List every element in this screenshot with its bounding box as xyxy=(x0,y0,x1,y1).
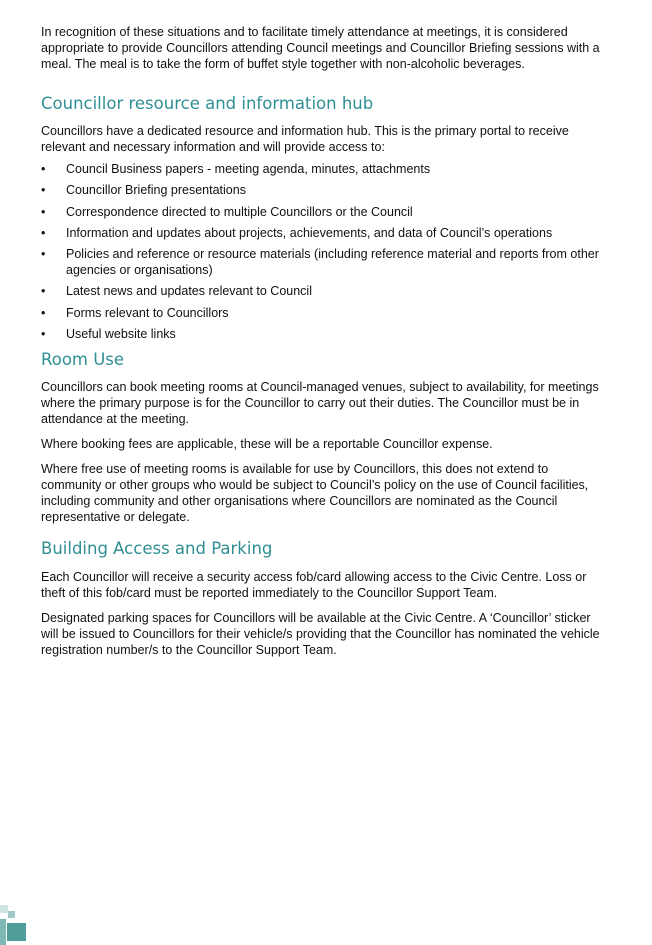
decor-square xyxy=(7,923,26,941)
list-item xyxy=(41,204,611,220)
room-paragraph: Where free use of meeting rooms is available for use by Councillors, this does not extend to community or other groups who would be subject to Council’s policy on the use of Council facilities, including community and other organisations where Councillors are nominated as the Council representative or delegate. xyxy=(41,462,589,525)
room-paragraph: Where booking fees are applicable, these will be a reportable Councillor expense. xyxy=(41,437,493,452)
document-page xyxy=(41,24,611,658)
list-item-text: Information and updates about projects, achievements, and data of Council’s operations xyxy=(66,225,553,240)
hub-intro-paragraph: Councillors have a dedicated resource and information hub. This is the primary portal to receive relevant and necessary information and will provide access to: xyxy=(41,124,569,154)
list-item xyxy=(41,161,611,177)
bullet-icon: • xyxy=(41,327,46,342)
list-item-text: Policies and reference or resource materials (including reference material and reports from other agencies or organisations) xyxy=(66,247,599,278)
decor-square xyxy=(8,911,15,918)
list-item-text: Council Business papers - meeting agenda, minutes, attachments xyxy=(66,162,431,176)
list-item-text: Councillor Briefing presentations xyxy=(66,183,246,198)
decor-square xyxy=(0,919,6,945)
bullet-icon: • xyxy=(41,284,46,299)
section-heading-building-access: Building Access and Parking xyxy=(41,539,273,559)
building-paragraph: Each Councillor will receive a security access fob/card allowing access to the Civic Centre. Loss or theft of this fob/card must be reported immediately to the Councillor Support Team. xyxy=(41,570,587,601)
bullet-icon: • xyxy=(41,225,46,240)
bullet-icon: • xyxy=(41,247,46,262)
section-heading-hub: Councillor resource and information hub xyxy=(41,94,374,113)
corner-decoration xyxy=(0,905,30,945)
list-item-text: Useful website links xyxy=(66,327,176,342)
list-item-text: Latest news and updates relevant to Council xyxy=(66,284,312,299)
hub-access-list xyxy=(41,161,611,342)
room-paragraph: Councillors can book meeting rooms at Council-managed venues, subject to availability, for meetings where the primary purpose is for the Councillor to carry out their duties. The Councillor must be in attendance at the meeting. xyxy=(41,380,599,427)
bullet-icon: • xyxy=(41,204,46,219)
bullet-icon: • xyxy=(41,183,46,198)
bullet-icon: • xyxy=(41,162,46,176)
list-item-text: Forms relevant to Councillors xyxy=(66,305,229,320)
section-heading-room-use: Room Use xyxy=(41,350,125,370)
list-item xyxy=(41,182,611,198)
list-item xyxy=(41,305,611,321)
list-item-text: Correspondence directed to multiple Councillors or the Council xyxy=(66,204,413,219)
intro-paragraph: In recognition of these situations and to facilitate timely attendance at meetings, it is considered appropriate to provide Councillors attending Council meetings and Councillor Briefing sessions with a meal. The meal is to take the form of buffet style together with non-alcoholic beverages. xyxy=(41,25,600,71)
list-item xyxy=(41,326,611,342)
list-item xyxy=(41,225,611,241)
bullet-icon: • xyxy=(41,305,46,320)
list-item xyxy=(41,246,611,278)
decor-square xyxy=(0,905,8,913)
list-item xyxy=(41,283,611,299)
building-paragraph: Designated parking spaces for Councillors will be available at the Civic Centre. A ‘Councillor’ sticker will be issued to Councillors for their vehicle/s providing that the Councillor has nominated the vehicle registration number/s to the Councillor Support Team. xyxy=(41,611,600,658)
